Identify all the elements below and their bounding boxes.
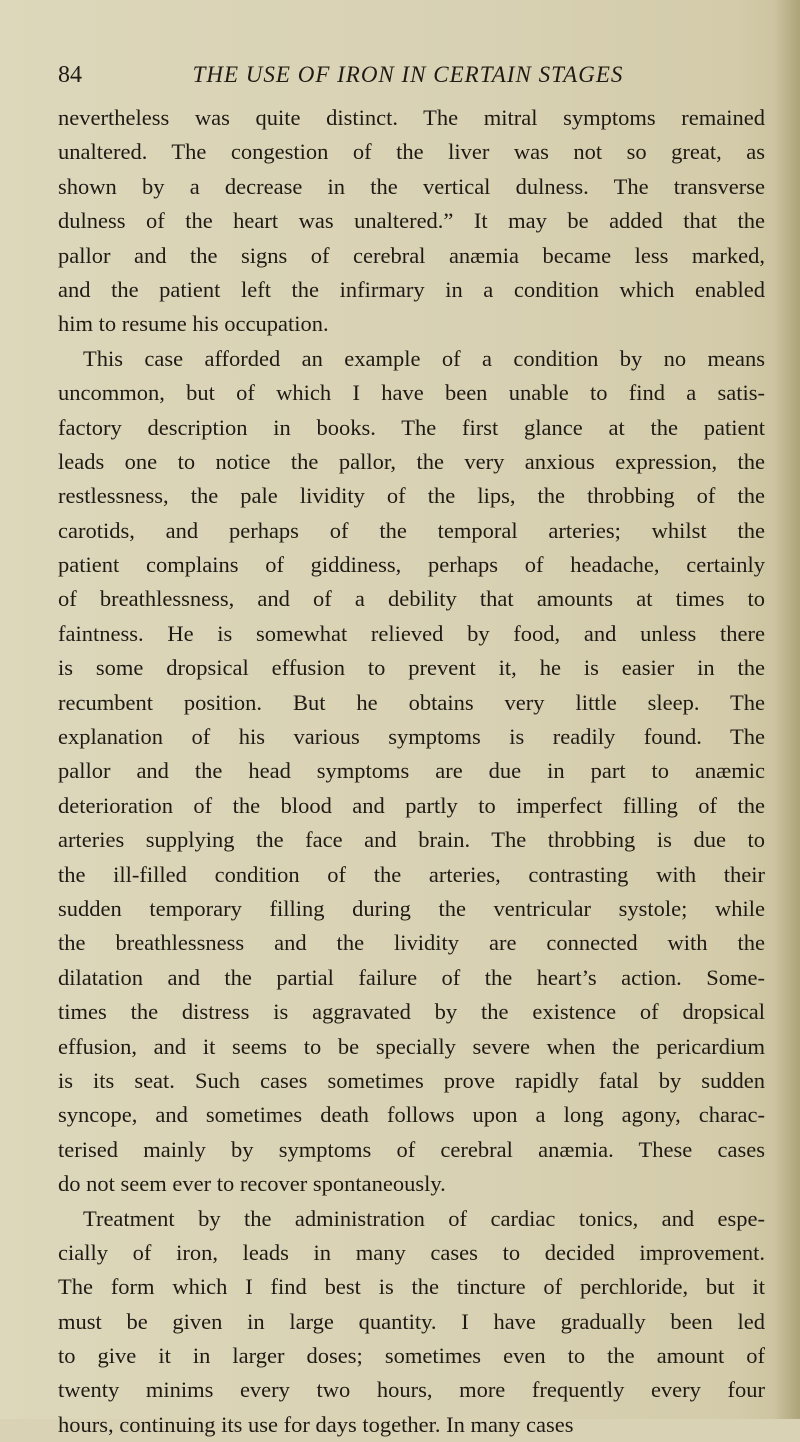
text-line: factory description in books. The first glance at the patient [58,414,765,440]
text-line: is its seat. Such cases sometimes prove rapidly fatal by sudden [58,1067,765,1093]
text-line: sudden temporary filling during the ventricular systole; while [58,895,765,921]
text-line: times the distress is aggravated by the existence of dropsical [58,999,765,1025]
text-line: patient complains of giddiness, perhaps of headache, certainly [58,552,765,578]
text-line: unaltered. The congestion of the liver was not so great, as [58,139,765,165]
text-line: faintness. He is somewhat relieved by food, and unless there [58,620,765,646]
text-line: twenty minims every two hours, more frequently every four [58,1377,765,1403]
text-line: and the patient left the infirmary in a condition which enabled [58,276,765,302]
text-line: of breathlessness, and of a debility that amounts at times to [58,586,765,612]
text-line: is some dropsical effusion to prevent it, he is easier in the [58,655,765,681]
text-line: Treatment by the administration of cardiac tonics, and espe- [83,1205,765,1231]
page-edge-shadow [774,0,800,1419]
running-title: THE USE OF IRON IN CERTAIN STAGES [192,62,624,87]
page-header [58,60,758,94]
text-line: effusion, and it seems to be specially severe when the pericardium [58,1033,765,1059]
text-line: the breathlessness and the lividity are connected with the [58,930,765,956]
text-line: terised mainly by symptoms of cerebral anæmia. These cases [58,1136,765,1162]
text-line: nevertheless was quite distinct. The mitral symptoms remained [58,105,765,130]
text-line: must be given in large quantity. I have gradually been led [58,1308,765,1334]
text-line: dulness of the heart was unaltered.” It may be added that the [58,208,765,234]
text-line: uncommon, but of which I have been unable to find a satis- [58,380,765,406]
body-text [58,101,765,1442]
text-line: recumbent position. But he obtains very little sleep. The [58,689,765,715]
text-line: explanation of his various symptoms is readily found. The [58,724,765,750]
text-line: pallor and the head symptoms are due in part to anæmic [58,758,765,784]
text-line: deterioration of the blood and partly to imperfect filling of the [58,792,765,818]
text-line: arteries supplying the face and brain. The throbbing is due to [58,827,765,853]
text-line: shown by a decrease in the vertical dulness. The transverse [58,173,765,199]
text-line: This case afforded an example of a condition by no means [83,345,765,371]
text-line: hours, continuing its use for days together. In many cases [58,1411,574,1437]
text-line: dilatation and the partial failure of the heart’s action. Some- [58,964,765,990]
text-line: the ill-filled condition of the arteries, contrasting with their [58,861,765,887]
text-line: pallor and the signs of cerebral anæmia became less marked, [58,242,765,268]
text-line: cially of iron, leads in many cases to decided improvement. [58,1239,765,1265]
page-number: 84 [58,62,82,88]
text-line: leads one to notice the pallor, the very anxious expression, the [58,448,765,474]
text-line: to give it in larger doses; sometimes even to the amount of [58,1343,765,1369]
text-line: The form which I find best is the tincture of perchloride, but it [58,1274,765,1300]
text-line: him to resume his occupation. [58,311,329,337]
text-line: syncope, and sometimes death follows upon a long agony, charac- [58,1102,765,1128]
text-line: carotids, and perhaps of the temporal arteries; whilst the [58,517,765,543]
text-line: do not seem ever to recover spontaneously. [58,1171,446,1197]
text-line: restlessness, the pale lividity of the lips, the throbbing of the [58,483,765,509]
